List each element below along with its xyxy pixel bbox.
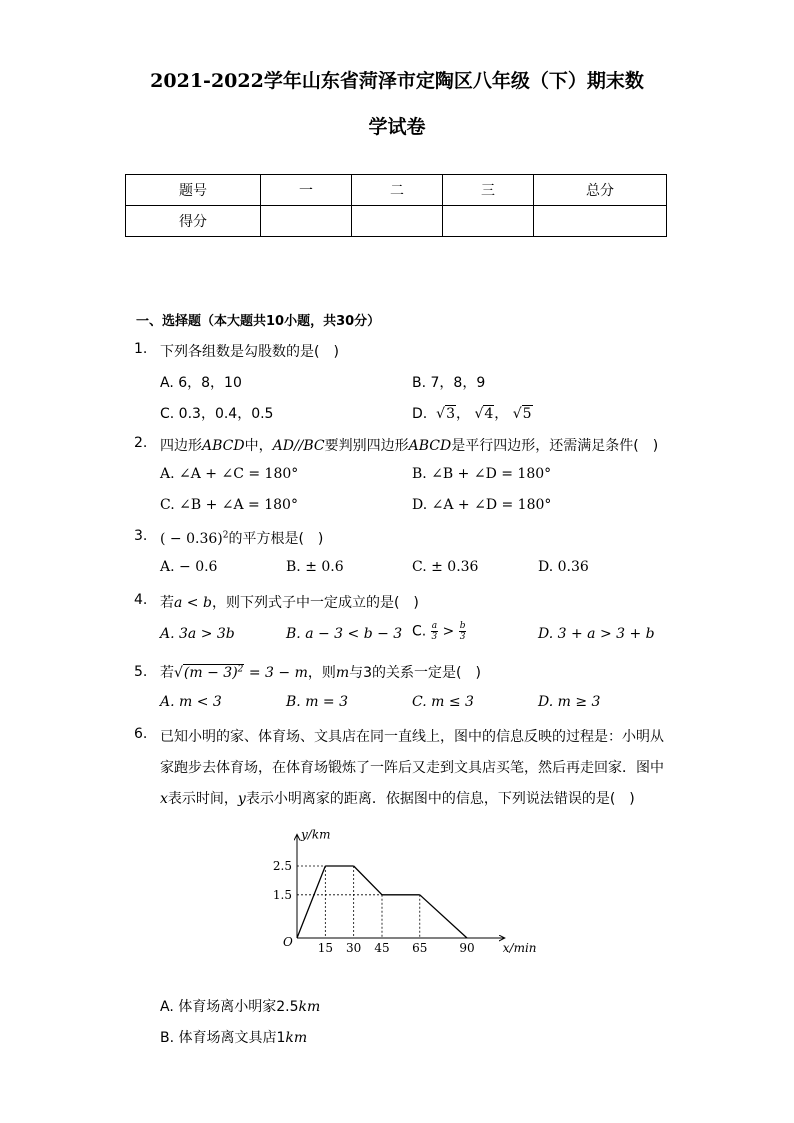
q2-option-d: D. ∠A + ∠D = 180° (412, 497, 552, 513)
q2-option-b: B. ∠B + ∠D = 180° (412, 466, 552, 482)
q5-option-b: B. m = 3 (286, 694, 349, 710)
q3-option-c: C. ± 0.36 (412, 559, 479, 575)
score-table-header-row (126, 175, 667, 206)
score-header-cell: 三 (443, 175, 534, 206)
q5-option-a: A. m < 3 (160, 694, 222, 710)
q3-option-d: D. 0.36 (538, 559, 589, 575)
q5-number: 5. (134, 664, 148, 680)
q1-stem: 下列各组数是勾股数的是( ) (160, 344, 339, 360)
q5-radical: $√(m - 3)^2 = 3 - m$ (174, 664, 308, 681)
q1-option-d-prefix: D. (412, 406, 428, 422)
q1-option-d: D. √3， √4， √5 (412, 406, 532, 422)
q3-option-b: B. ± 0.6 (286, 559, 344, 575)
x-tick-label: 15 (317, 941, 333, 955)
q1-option-c: C. 0.3，0.4，0.5 (160, 406, 274, 422)
y-tick-label: 2.5 (272, 859, 292, 873)
data-segment (297, 866, 325, 938)
q4-option-d: D. 3 + a > 3 + b (538, 626, 655, 642)
q3-number: 3. (134, 528, 148, 544)
q4-option-a: A. 3a > 3b (160, 626, 235, 642)
paper-title-line1: 2021-2022学年山东省菏泽市定陶区八年级（下）期末数 (150, 70, 644, 92)
q4-frac-b3: $\frac{b}{3}$ (459, 621, 466, 642)
score-header-cell: 总分 (534, 175, 667, 206)
x-axis-label: x/min (502, 941, 537, 955)
score-header-cell: 题号 (126, 175, 261, 206)
q6-stem-line3: x表示时间，y表示小明离家的距离．依据图中的信息，下列说法错误的是( ) (160, 791, 635, 807)
score-header-cell: 一 (261, 175, 352, 206)
q6-option-b: B. 体育场离文具店1km (160, 1030, 308, 1046)
q2-stem: 四边形ABCD中，AD//BC要判别四边形ABCD是平行四边形，还需满足条件( ) (160, 438, 659, 454)
score-cell[interactable] (534, 206, 667, 237)
paper-title-line2: 学试卷 (368, 116, 426, 138)
origin-label: O (283, 935, 293, 949)
q1-option-b: B. 7，8，9 (412, 375, 486, 391)
score-table (125, 174, 667, 237)
q6-option-a: A. 体育场离小明家2.5km (160, 999, 321, 1015)
q5-stem: 若$√(m - 3)^2 = 3 - m$，则m与3的关系一定是( ) (160, 664, 481, 681)
q4-stem: 若a < b，则下列式子中一定成立的是( ) (160, 595, 419, 611)
q2-option-a: A. ∠A + ∠C = 180° (160, 466, 299, 482)
q4-frac-a3: $\frac{a}{3}$ (431, 621, 438, 642)
score-cell[interactable] (352, 206, 443, 237)
y-axis-label: y/km (301, 827, 331, 842)
q2-number: 2. (134, 435, 148, 451)
q3-stem: ( − 0.36)$^2$的平方根是( ) (160, 530, 324, 547)
q1-sqrt-4: √4 (474, 406, 494, 422)
q1-number: 1. (134, 341, 148, 357)
score-table-score-row (126, 206, 667, 237)
q6-distance-time-chart (270, 808, 537, 958)
q1-option-a: A. 6，8，10 (160, 375, 242, 391)
q2-option-c: C. ∠B + ∠A = 180° (160, 497, 298, 513)
q4-option-b: B. a − 3 < b − 3 (286, 626, 403, 642)
q1-sqrt-3: √3 (436, 406, 455, 422)
data-segment (420, 895, 467, 938)
score-header-cell: 二 (352, 175, 443, 206)
score-cell[interactable] (443, 206, 534, 237)
score-cell[interactable] (261, 206, 352, 237)
score-row-label: 得分 (126, 206, 261, 237)
section-header: 一、选择题（本大题共10小题，共30分） (136, 314, 381, 329)
q6-number: 6. (134, 726, 148, 742)
y-tick-label: 1.5 (272, 887, 292, 902)
x-tick-label: 30 (346, 941, 362, 955)
q6-stem-line1: 已知小明的家、体育场、文具店在同一直线上，图中的信息反映的过程是：小明从 (160, 729, 664, 745)
q5-option-c: C. m ≤ 3 (412, 694, 474, 710)
q6-stem-line2: 家跑步去体育场，在体育场锻炼了一阵后又走到文具店买笔，然后再走回家．图中 (160, 760, 664, 776)
q1-sqrt-5: √5 (512, 406, 532, 422)
q4-option-c: C. $\frac{a}{3}$ > $\frac{b}{3}$ (412, 621, 466, 642)
x-tick-label: 45 (374, 941, 390, 955)
data-segment (354, 866, 382, 895)
x-tick-label: 90 (459, 941, 475, 955)
q4-number: 4. (134, 592, 148, 608)
x-tick-label: 65 (412, 941, 428, 955)
q5-option-d: D. m ≥ 3 (538, 694, 601, 710)
q3-option-a: A. − 0.6 (160, 559, 218, 575)
